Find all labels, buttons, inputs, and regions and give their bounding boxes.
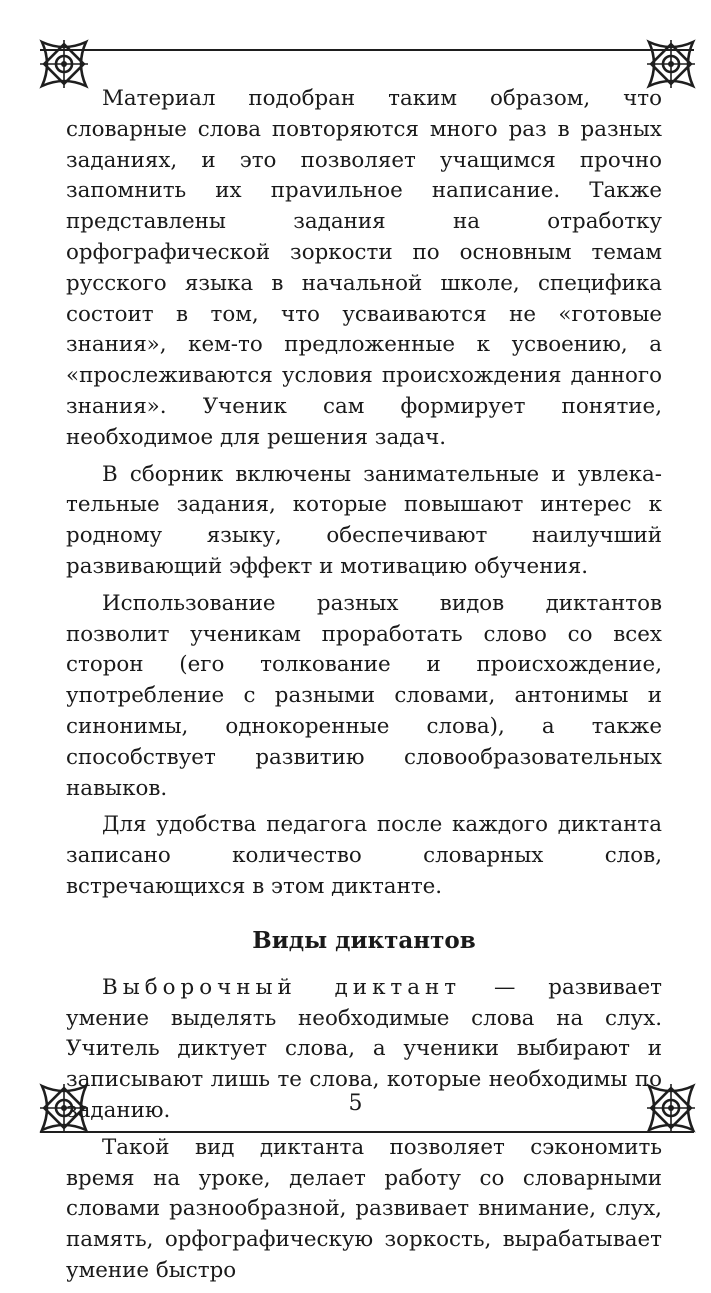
paragraph: В сборник включены занимательные и увлекательные задания, которые повышают интерес к родному языку, обеспечивают наилучший развивающий эффект и мотивацию обучения. (66, 461, 662, 579)
section-heading: Виды диктантов (252, 926, 476, 954)
definition-text: — развивает умение выделять необходимые слова на слух. Учитель диктует слова, а ученики выбирают и записывают лишь те слова, которые необходимы по заданию. (66, 974, 662, 1123)
top-rule (40, 49, 694, 51)
paragraph: Использование разных видов диктантов позволит ученикам проработать слово со всех сторон (его толкование и происхождение, употребление с разными словами, антонимы и синонимы, однокоренные слова), а также способствует развитию словообразовательных навыков. (66, 590, 662, 801)
spaced-term: Выборочный диктант (102, 974, 462, 1000)
paragraph: Материал подобран таким образом, что словарные слова повторяются много раз в разных заданиях, и это позволяет учащимся прочно запомнить их праvильное написание. Также представлены задания на отработку орфографической зоркости по основным темам русского языка в начальной школе, специфика состоит в том, что усваиваются не «готовые знания», кем-то предложенные к усвоению, а «прослеживаются условия происхождения данного знания». Ученик сам формирует понятие, необходимое для решения задач. (66, 86, 662, 450)
page-number: 5 (348, 1091, 363, 1116)
paragraph: Для удобства педагога после каждого диктанта записано количество словарных слов, встречающихся в этом диктанте. (66, 812, 662, 899)
paragraph: Такой вид диктанта позволяет сэкономить время на уроке, делает работу со словарными словами разнообразной, развивает внимание, слух, память, орфографическую зоркость, вырабатывает умение быстро (66, 1134, 662, 1283)
